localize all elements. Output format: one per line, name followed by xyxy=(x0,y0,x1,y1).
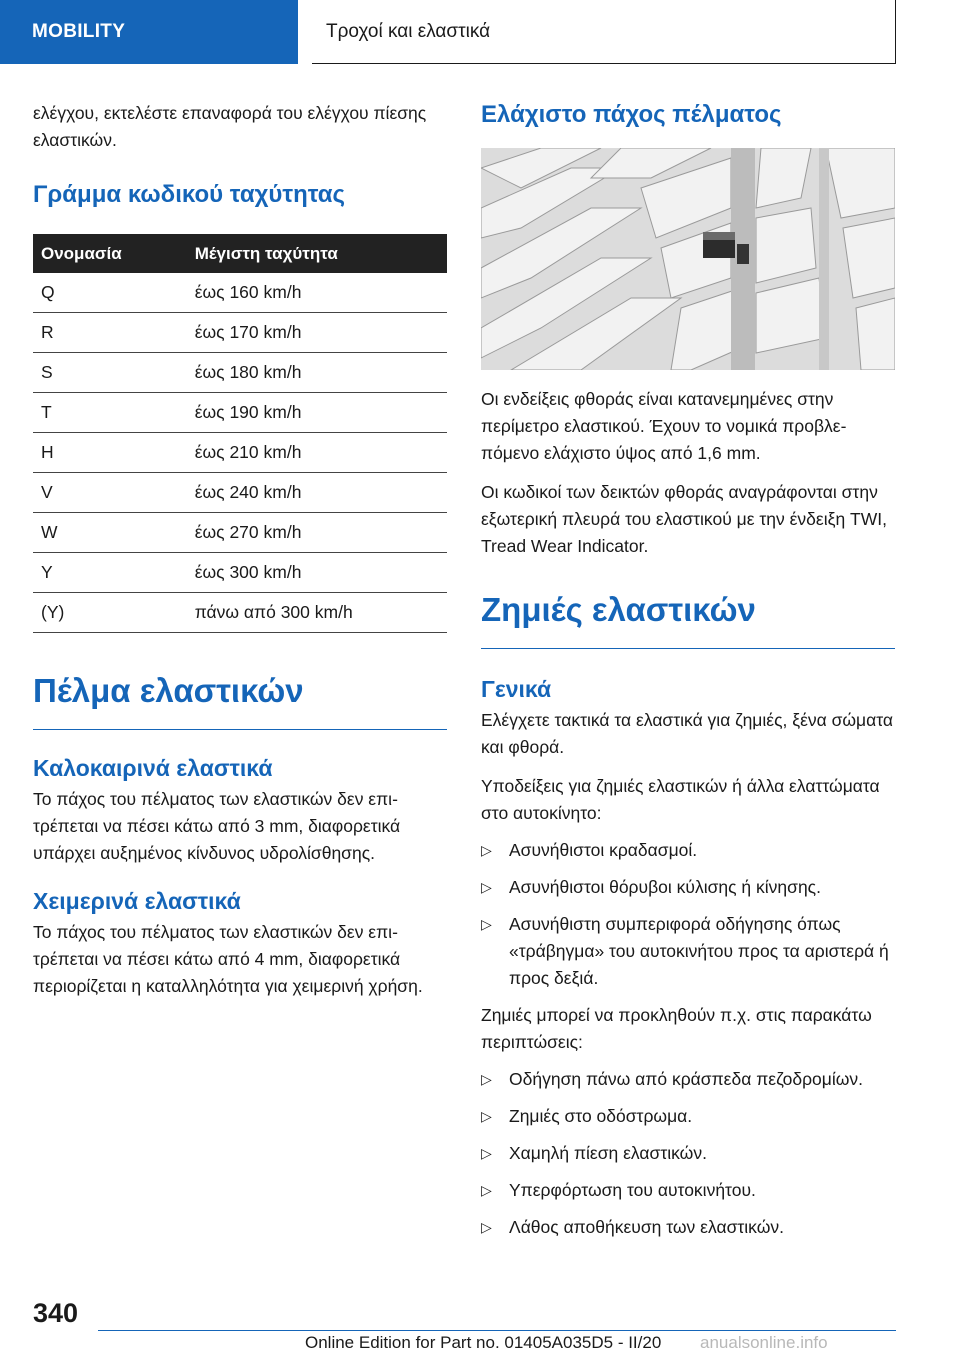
triangle-bullet-icon: ▷ xyxy=(481,916,492,932)
triangle-bullet-icon: ▷ xyxy=(481,1071,492,1087)
speed-code: S xyxy=(33,353,167,393)
symptom-text: Ασυνήθιστη συμπεριφορά οδήγησης όπως «τράβηγμα» του αυτοκινήτου προς τα αριστερά ή προς δεξιά. xyxy=(509,914,889,988)
max-speed: πάνω από 300 km/h xyxy=(167,593,447,633)
column-header-designation: Ονομασία xyxy=(33,234,167,273)
tire-tread-illustration xyxy=(481,148,895,370)
list-item xyxy=(481,1214,895,1241)
summer-tires-heading: Καλοκαιρινά ελαστικά xyxy=(33,755,273,781)
symptom-text: Ασυνήθιστοι κραδασμοί. xyxy=(509,840,698,860)
watermark-text: anualsonline.info xyxy=(700,1333,828,1352)
triangle-bullet-icon: ▷ xyxy=(481,842,492,858)
table-row xyxy=(33,513,447,553)
chapter-title-text: Τροχοί και ελαστικά xyxy=(326,20,491,42)
triangle-bullet-icon: ▷ xyxy=(481,879,492,895)
min-tread-heading: Ελάχιστο πάχος πέλματος xyxy=(481,101,782,128)
triangle-bullet-icon: ▷ xyxy=(481,1182,492,1198)
speed-code: Y xyxy=(33,553,167,593)
general-text-1: Ελέγχετε τακτικά τα ελαστικά για ζημιές, ξένα σώματα και φθορά. xyxy=(481,710,894,757)
tire-damage-heading: Ζημιές ελαστικών xyxy=(481,590,895,649)
causes-intro: Ζημιές μπορεί να προκληθούν π.χ. στις παρακάτω περιπτώσεις: xyxy=(481,1005,872,1052)
speed-code: H xyxy=(33,433,167,473)
page-number: 340 xyxy=(33,1298,79,1328)
max-speed: έως 190 km/h xyxy=(167,393,447,433)
max-speed: έως 270 km/h xyxy=(167,513,447,553)
speed-code: (Y) xyxy=(33,593,167,633)
table-row xyxy=(33,273,447,313)
list-item xyxy=(481,1177,895,1204)
general-heading: Γενικά xyxy=(481,676,552,702)
speed-code: T xyxy=(33,393,167,433)
table-row xyxy=(33,553,447,593)
max-speed: έως 300 km/h xyxy=(167,553,447,593)
triangle-bullet-icon: ▷ xyxy=(481,1145,492,1161)
max-speed: έως 170 km/h xyxy=(167,313,447,353)
left-column xyxy=(33,100,447,1000)
summer-tires-text: Το πάχος του πέλματος των ελαστικών δεν επιτρέπεται να πέσει κάτω από 3 mm, διαφορετικά υπάρχει αυξημένος κίνδυνος υδρολίσθησης. xyxy=(33,789,401,863)
table-row xyxy=(33,433,447,473)
list-item xyxy=(481,1066,895,1093)
table-row xyxy=(33,393,447,433)
min-tread-text-1: Οι ενδείξεις φθοράς είναι κατανεμημένες στην περίμετρο ελαστικού. Έχουν το νομικά προβλεπόμενο ελάχιστο ύψος από 1,6 mm. xyxy=(481,389,847,463)
symptom-text: Ασυνήθιστοι θόρυβοι κύλισης ή κίνησης. xyxy=(509,877,821,897)
list-item xyxy=(481,837,895,864)
max-speed: έως 240 km/h xyxy=(167,473,447,513)
table-row xyxy=(33,353,447,393)
footer-divider xyxy=(98,1330,896,1331)
speed-code: R xyxy=(33,313,167,353)
cause-text: Λάθος αποθήκευση των ελαστικών. xyxy=(509,1217,784,1237)
section-label: MOBILITY xyxy=(32,21,126,42)
table-header-row xyxy=(33,234,447,273)
speed-code: Q xyxy=(33,273,167,313)
list-item xyxy=(481,874,895,901)
cause-text: Ζημιές στο οδόστρωμα. xyxy=(509,1106,693,1126)
cause-text: Χαμηλή πίεση ελαστικών. xyxy=(509,1143,707,1163)
speed-code: W xyxy=(33,513,167,553)
table-row xyxy=(33,473,447,513)
winter-tires-text: Το πάχος του πέλματος των ελαστικών δεν επιτρέπεται να πέσει κάτω από 4 mm, διαφορετικά περιορίζεται η καταλληλότητα για χειμερινή χρήση. xyxy=(33,922,423,996)
max-speed: έως 160 km/h xyxy=(167,273,447,313)
right-column xyxy=(481,100,895,1251)
tread-heading: Πέλμα ελαστικών xyxy=(33,671,447,730)
edition-note: Online Edition for Part no. 01405A035D5 - II/20 xyxy=(305,1333,662,1352)
min-tread-text-2: Οι κωδικοί των δεικτών φθοράς αναγράφονται στην εξωτερική πλευρά του ελαστικού με την ένδειξη TWI, Tread Wear Indicator. xyxy=(481,482,887,556)
symptom-list xyxy=(481,837,895,992)
winter-tires-heading: Χειμερινά ελαστικά xyxy=(33,888,241,914)
cause-text: Υπερφόρτωση του αυτοκινήτου. xyxy=(509,1180,756,1200)
tire-tread-drawing xyxy=(481,148,895,370)
list-item xyxy=(481,911,895,992)
cause-text: Οδήγηση πάνω από κράσπεδα πεζοδρομίων. xyxy=(509,1069,864,1089)
max-speed: έως 180 km/h xyxy=(167,353,447,393)
column-header-max-speed: Μέγιστη ταχύτητα xyxy=(167,234,447,273)
speed-code-heading: Γράμμα κωδικού ταχύτητας xyxy=(33,181,346,208)
section-tab xyxy=(0,0,298,64)
chapter-title xyxy=(312,0,896,64)
causes-list xyxy=(481,1066,895,1241)
triangle-bullet-icon: ▷ xyxy=(481,1108,492,1124)
general-text-2: Υποδείξεις για ζημιές ελαστικών ή άλλα ελαττώματα στο αυτοκίνητο: xyxy=(481,776,880,823)
table-row xyxy=(33,313,447,353)
list-item xyxy=(481,1140,895,1167)
table-row xyxy=(33,593,447,633)
triangle-bullet-icon: ▷ xyxy=(481,1219,492,1235)
max-speed: έως 210 km/h xyxy=(167,433,447,473)
speed-code: V xyxy=(33,473,167,513)
list-item xyxy=(481,1103,895,1130)
speed-rating-table xyxy=(33,234,447,633)
intro-paragraph: ελέγχου, εκτελέστε επαναφορά του ελέγχου πίεσης ελαστικών. xyxy=(33,103,427,150)
